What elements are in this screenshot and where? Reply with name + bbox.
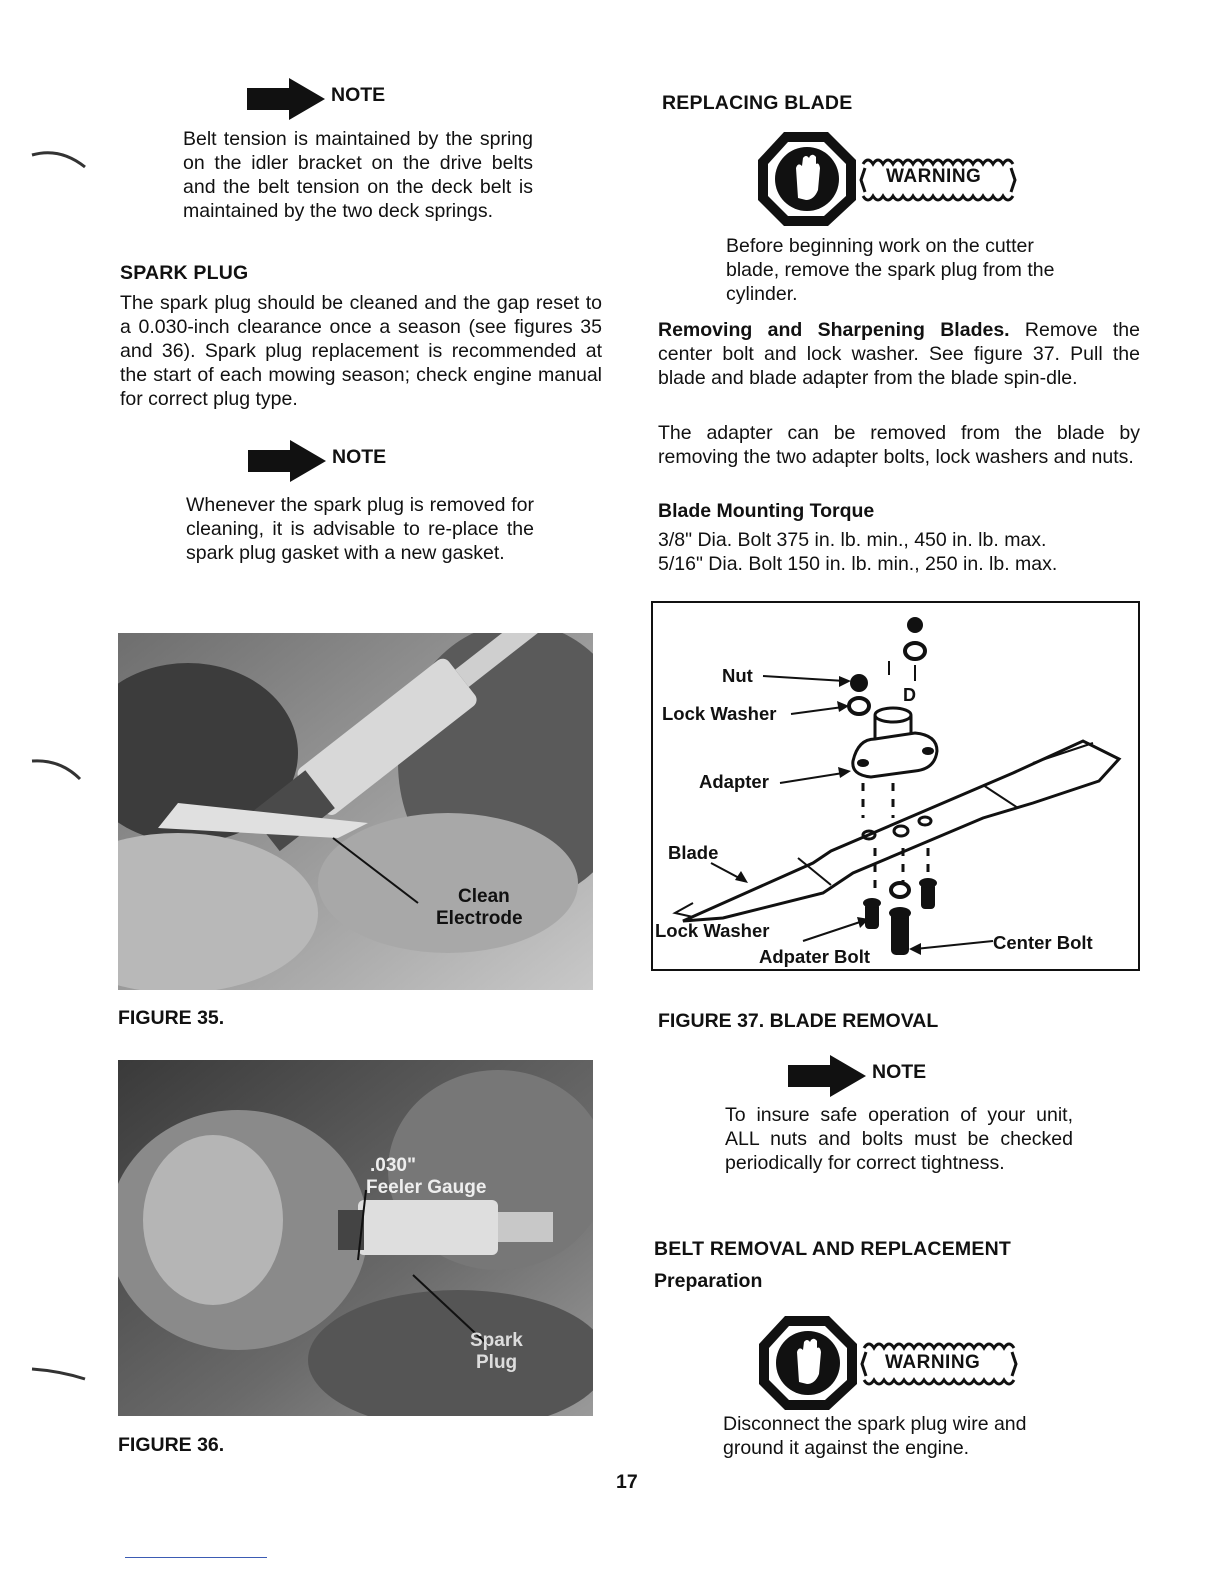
adapter-bolt-label: Adpater Bolt bbox=[759, 946, 870, 967]
warning-text: Disconnect the spark plug wire and ground it against the engine. bbox=[723, 1413, 1027, 1459]
note-text: Belt tension is maintained by the spring on the idler bracket on the drive belts and the belt tension on the deck belt is maintained by the two deck springs. bbox=[183, 128, 533, 222]
warning-badge bbox=[756, 128, 1026, 228]
note-label: NOTE bbox=[332, 446, 387, 468]
removing-blades-paragraph bbox=[658, 318, 1140, 390]
torque-spec-3-8: 3/8" Dia. Bolt 375 in. lb. min., 450 in. lb. max. bbox=[658, 529, 1047, 551]
spark-plug-cleaning-image bbox=[118, 633, 593, 990]
note-label: NOTE bbox=[331, 84, 386, 106]
figure-37-diagram bbox=[651, 601, 1140, 971]
warning-text: Before beginning work on the cutter blade, remove the spark plug from the cylinder. bbox=[726, 235, 1055, 305]
blade-label: Blade bbox=[668, 842, 719, 863]
note-text: To insure safe operation of your unit, ALL nuts and bolts must be checked periodically for correct tightness. bbox=[725, 1104, 1073, 1174]
torque-spec-5-16: 5/16" Dia. Bolt 150 in. lb. min., 250 in. lb. max. bbox=[658, 553, 1058, 575]
figure-35-photo bbox=[118, 633, 593, 990]
note-arrow-icon bbox=[247, 78, 327, 120]
section-heading: BELT REMOVAL AND REPLACEMENT bbox=[654, 1238, 1011, 1260]
note-label: NOTE bbox=[872, 1061, 927, 1083]
scan-mark bbox=[30, 755, 100, 785]
nut-label: Nut bbox=[722, 665, 753, 686]
figure-caption: FIGURE 36. bbox=[118, 1434, 225, 1456]
lock-washer-top-label: Lock Washer bbox=[662, 703, 777, 724]
scan-line bbox=[125, 1557, 267, 1558]
section-heading: SPARK PLUG bbox=[120, 262, 249, 284]
note-marker bbox=[247, 78, 447, 120]
adapter-paragraph: The adapter can be removed from the blade by removing the two adapter bolts, lock washers and nuts. bbox=[658, 422, 1140, 468]
warning-label: WARNING bbox=[885, 1352, 981, 1373]
note-marker bbox=[788, 1055, 988, 1097]
removing-blades-heading: Removing and Sharpening Blades. bbox=[658, 319, 1010, 341]
svg-text:D: D bbox=[903, 685, 916, 705]
lock-washer-bottom-label: Lock Washer bbox=[655, 920, 770, 941]
removing-blades-text: Remove the center bolt and lock washer. See figure 37. Pull the blade and blade adapter from the blade spin-dle. bbox=[658, 319, 1140, 389]
clean-electrode-label: Clean Electrode bbox=[436, 886, 523, 929]
note-arrow-icon bbox=[788, 1055, 868, 1097]
figure-36-photo bbox=[118, 1060, 593, 1416]
torque-heading: Blade Mounting Torque bbox=[658, 500, 875, 522]
spark-plug-paragraph: The spark plug should be cleaned and the gap reset to a 0.030-inch clearance once a season (see figures 35 and 36). Spark plug replacement is recommended at the start of each mowing season; check engine manual for correct plug type. bbox=[120, 292, 602, 410]
scan-mark bbox=[30, 145, 100, 175]
figure-caption: FIGURE 35. bbox=[118, 1007, 225, 1029]
note-marker bbox=[248, 440, 448, 482]
center-bolt-label: Center Bolt bbox=[993, 932, 1093, 953]
feeler-gauge-label: .030" Feeler Gauge bbox=[366, 1155, 487, 1198]
spark-plug-label: Spark Plug bbox=[470, 1330, 523, 1373]
subheading: Preparation bbox=[654, 1270, 763, 1292]
note-arrow-icon bbox=[248, 440, 328, 482]
warning-label: WARNING bbox=[886, 166, 982, 187]
section-heading: REPLACING BLADE bbox=[662, 92, 853, 114]
scan-mark bbox=[30, 1365, 100, 1385]
warning-badge bbox=[757, 1312, 1027, 1412]
figure-caption: FIGURE 37. BLADE REMOVAL bbox=[658, 1010, 939, 1032]
note-text: Whenever the spark plug is removed for cleaning, it is advisable to re-place the spark plug gasket with a new gasket. bbox=[186, 494, 534, 564]
adapter-label: Adapter bbox=[699, 771, 769, 792]
page-number: 17 bbox=[616, 1471, 638, 1493]
